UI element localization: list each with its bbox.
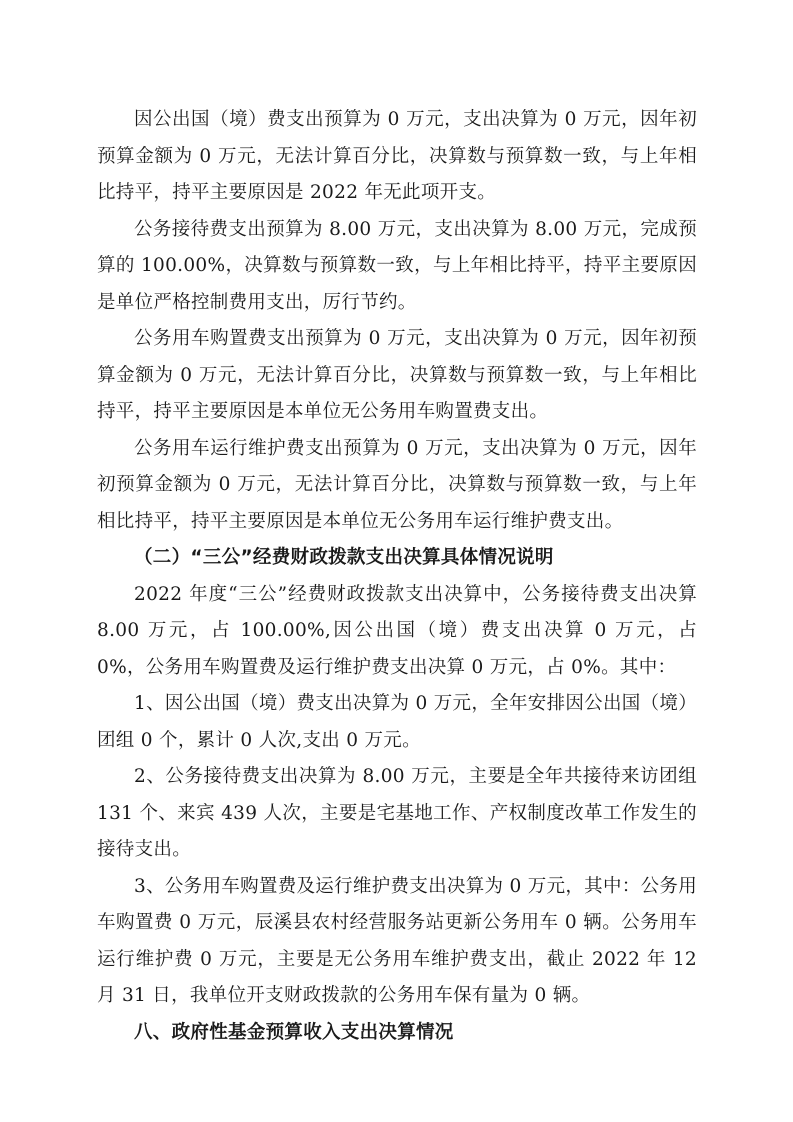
- paragraph-vehicle-purchase: 公务用车购置费支出预算为 0 万元，支出决算为 0 万元，因年初预算金额为 0 万元，无法计算百分比，决算数与预算数一致，与上年相比持平，持平主要原因是本单位无公务用车购置费支出。: [97, 328, 697, 422]
- list-item-overseas: 1、因公出国（境）费支出决算为 0 万元，全年安排因公出国（境）团组 0 个，累计 0 人次,支出 0 万元。: [97, 693, 697, 751]
- list-item-reception: 2、公务接待费支出决算为 8.00 万元，主要是全年共接待来访团组 131 个、来宾 439 人次，主要是宅基地工作、产权制度改革工作发生的接待支出。: [97, 766, 697, 860]
- document-body: [97, 102, 697, 1051]
- paragraph-overseas-travel: 因公出国（境）费支出预算为 0 万元，支出决算为 0 万元，因年初预算金额为 0 万元，无法计算百分比，决算数与预算数一致，与上年相比持平，持平主要原因是 2022 年无此项开支。: [97, 109, 697, 203]
- paragraph-vehicle-maintenance: 公务用车运行维护费支出预算为 0 万元，支出决算为 0 万元，因年初预算金额为 0 万元，无法计算百分比，决算数与预算数一致，与上年相比持平，持平主要原因是本单位无公务用车运行维护费支出。: [97, 437, 697, 532]
- section-heading-government-fund: 八、政府性基金预算收入支出决算情况: [134, 1021, 454, 1043]
- list-item-vehicles: 3、公务用车购置费及运行维护费支出决算为 0 万元，其中：公务用车购置费 0 万元，辰溪县农村经营服务站更新公务用车 0 辆。公务用车运行维护费 0 万元，主要是无公务用车维护费支出，截止 2022 年 12 月 31 日，我单位开支财政拨款的公务用车保有量为 0 辆。: [97, 875, 697, 1006]
- paragraph-reception: 公务接待费支出预算为 8.00 万元，支出决算为 8.00 万元，完成预算的 100.00%，决算数与预算数一致，与上年相比持平，持平主要原因是单位严格控制费用支出，厉行节约。: [97, 218, 697, 313]
- section-heading-three-public: （二）“三公”经费财政拨款支出决算具体情况说明: [134, 547, 554, 568]
- paragraph-three-public-summary: 2022 年度“三公”经费财政拨款支出决算中，公务接待费支出决算 8.00 万元，占 100.00%,因公出国（境）费支出决算 0 万元，占 0%，公务用车购置费及运行维护费支出决算 0 万元，占 0%。其中：: [97, 583, 697, 678]
